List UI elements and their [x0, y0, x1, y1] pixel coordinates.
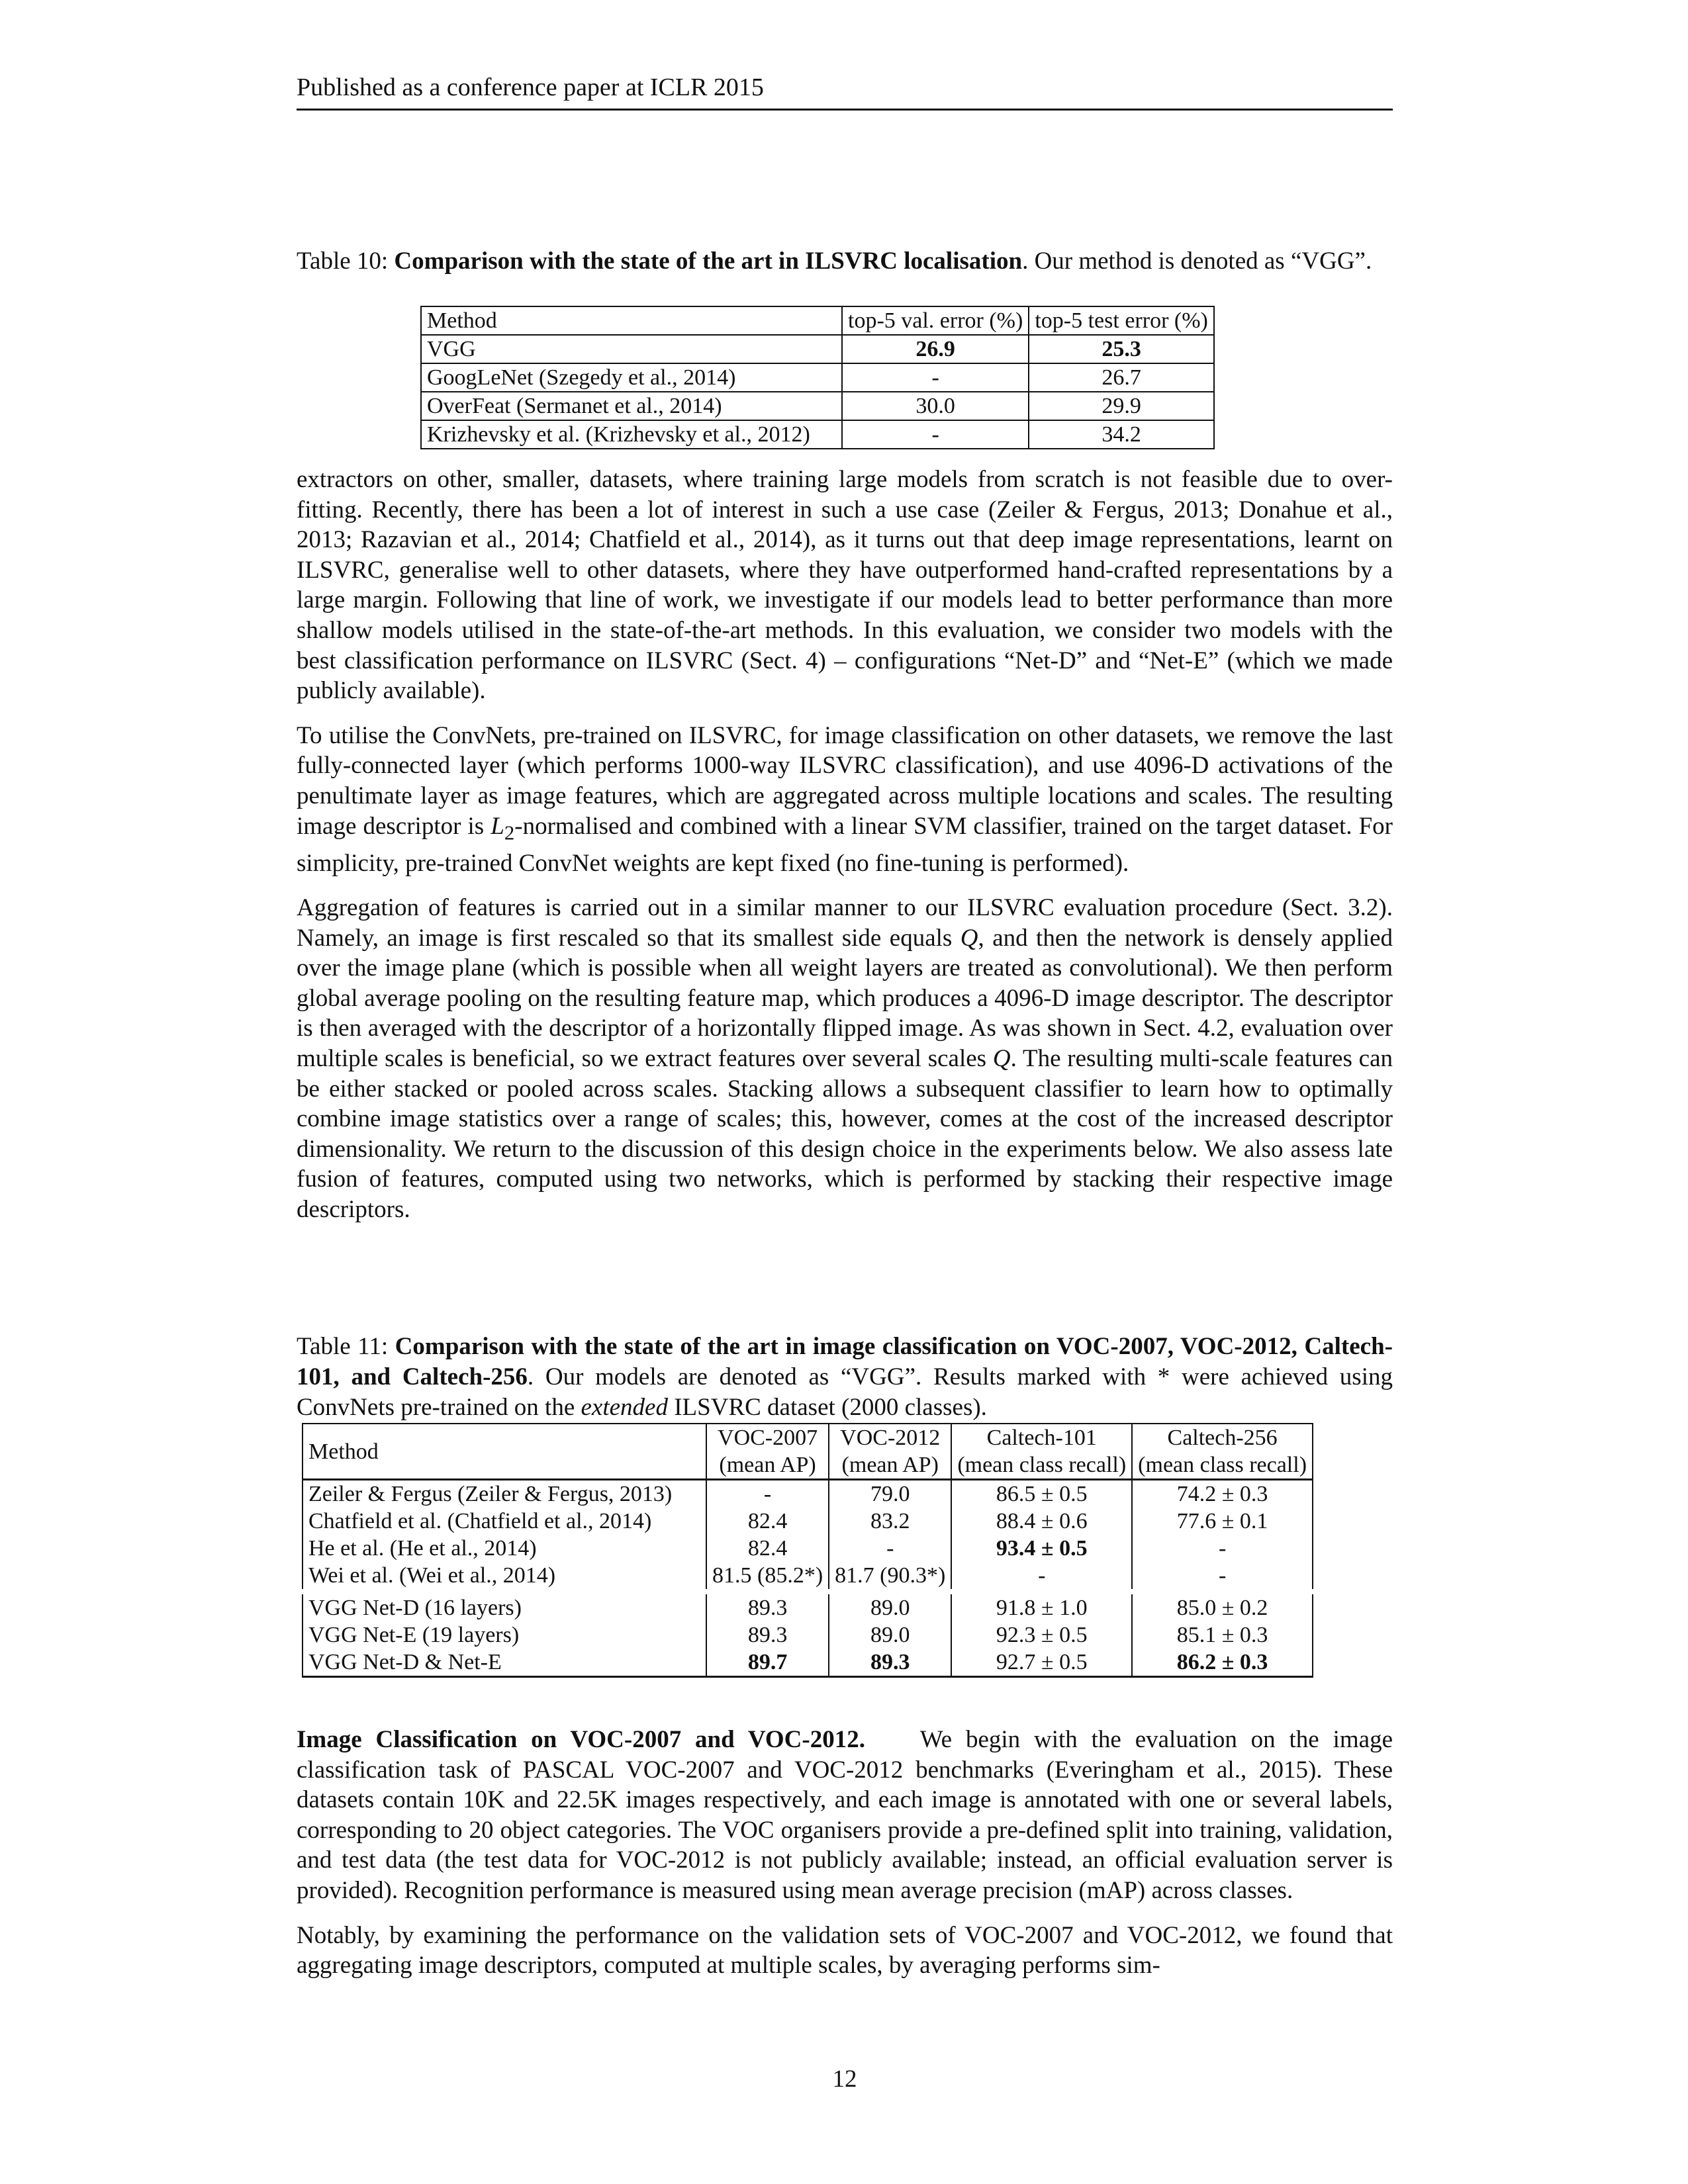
table11-cell: 89.0 — [829, 1621, 951, 1649]
table11-cell: Zeiler & Fergus (Zeiler & Fergus, 2013) — [303, 1480, 706, 1508]
table11-cell: - — [1132, 1535, 1313, 1562]
table11-cell: 93.4 ± 0.5 — [951, 1535, 1132, 1562]
table10-cell: 25.3 — [1029, 335, 1214, 363]
table11-cell: 88.4 ± 0.6 — [951, 1508, 1132, 1535]
table10-caption-rest: . Our method is denoted as “VGG”. — [1022, 248, 1372, 275]
table11-cell: Chatfield et al. (Chatfield et al., 2014) — [303, 1508, 706, 1535]
page-number: 12 — [832, 2066, 857, 2093]
table11-cell: VGG Net-D & Net-E — [303, 1649, 706, 1677]
table11-cell: 85.0 ± 0.2 — [1132, 1592, 1313, 1621]
table11-cell: 92.3 ± 0.5 — [951, 1621, 1132, 1649]
paragraph: extractors on other, smaller, datasets, where training large models from scratch is not feasible due to over-fitting. Recently, there has been a lot of interest in such a use case (Zeiler & Fergus, 2013; Donahue et al., 2013; Razavian et al., 2014; Chatfield et al., 2014), as it turns out that deep image representations, learnt on ILSVRC, generalise well to other datasets, where they have outperformed hand-crafted representations by a large margin. Following that line of work, we investigate if our models lead to better performance than more shallow models utilised in the state-of-the-art methods. In this evaluation, we consider two models with the best classification performance on ILSVRC (Sect. 4) – configurations “Net-D” and “Net-E” (which we made publicly available). — [297, 466, 1393, 705]
table11-col-caltech101: Caltech-101 — [951, 1424, 1132, 1451]
table11-col-voc2007: VOC-2007 — [706, 1424, 829, 1451]
table11-cell: 82.4 — [706, 1508, 829, 1535]
table11-cell: 89.7 — [706, 1649, 829, 1677]
table11-cell: - — [706, 1480, 829, 1508]
table-row — [421, 335, 1214, 363]
table10-cell: 34.2 — [1029, 420, 1214, 449]
paragraph — [297, 893, 1393, 1225]
table11-cell: - — [829, 1535, 951, 1562]
table11-caption-italic: extended — [581, 1394, 668, 1421]
math-symbol: Q — [960, 924, 978, 952]
table11-col-sub: (mean AP) — [829, 1451, 951, 1480]
table11-cell: 77.6 ± 0.1 — [1132, 1508, 1313, 1535]
table-row — [421, 392, 1214, 420]
table11-col-caltech256: Caltech-256 — [1132, 1424, 1313, 1451]
table11-cell: 89.3 — [706, 1592, 829, 1621]
table11-cell: 89.0 — [829, 1592, 951, 1621]
table11-label: Table 11: — [297, 1333, 389, 1360]
table11-cell: VGG Net-E (19 layers) — [303, 1621, 706, 1649]
table10-col-method: Method — [421, 306, 842, 335]
table-row — [303, 1649, 1313, 1677]
body-text — [297, 465, 1393, 1225]
table11-col-sub: (mean class recall) — [951, 1451, 1132, 1480]
table-row — [303, 1480, 1313, 1508]
table11-cell: 85.1 ± 0.3 — [1132, 1621, 1313, 1649]
table11-col-method: Method — [303, 1424, 706, 1480]
table10-cell: - — [842, 420, 1029, 449]
table-row — [303, 1562, 1313, 1592]
table-row — [303, 1535, 1313, 1562]
table11-col-sub: (mean AP) — [706, 1451, 829, 1480]
table-row — [421, 420, 1214, 449]
table11-cell: 92.7 ± 0.5 — [951, 1649, 1132, 1677]
table11-cell: 86.2 ± 0.3 — [1132, 1649, 1313, 1677]
table11-cell: 86.5 ± 0.5 — [951, 1480, 1132, 1508]
table11-cell: He et al. (He et al., 2014) — [303, 1535, 706, 1562]
paragraph-text: . The resulting multi-scale features can be either stacked or pooled across scales. Stacking allows a subsequent classifier to learn how to optimally combine image statistics over a range of scales; this, however, comes at the cost of the increased descriptor dimensionality. We return to the discussion of this design choice in the experiments below. We also assess late fusion of features, computed using two networks, which is performed by stacking their respective image descriptors. — [297, 1045, 1393, 1224]
paragraph-text: , and then the network is densely applied over the image plane (which is possible when all weight layers are treated as convolutional). We then perform global average pooling on the resulting feature map, which produces a 4096-D image descriptor. The descriptor is then averaged with the descriptor of a horizontally flipped image. As was shown in Sect. 4.2, evaluation over multiple scales is beneficial, so we extract features over several scales — [297, 924, 1393, 1073]
math-subscript: 2 — [504, 821, 515, 844]
table10-label: Table 10: — [297, 248, 389, 275]
table10-cell: Krizhevsky et al. (Krizhevsky et al., 2012) — [421, 420, 842, 449]
table11-col-voc2012: VOC-2012 — [829, 1424, 951, 1451]
paragraph-text: We begin with the evaluation on the image classification task of PASCAL VOC-2007 and VOC-2012 benchmarks (Everingham et al., 2015). These datasets contain 10K and 22.5K images respectively, and each image is annotated with one or several labels, corresponding to 20 object categories. The VOC organisers provide a pre-defined split into training, validation, and test data (the test data for VOC-2012 is not publicly available; instead, an official evaluation server is provided). Recognition performance is measured using mean average precision (mAP) across classes. — [297, 1726, 1393, 1904]
table11-cell: 81.5 (85.2*) — [706, 1562, 829, 1592]
table10 — [420, 306, 1215, 449]
table10-cell: VGG — [421, 335, 842, 363]
paragraph-text: To utilise the ConvNets, pre-trained on ILSVRC, for image classification on other datasets, we remove the last fully-connected layer (which performs 1000-way ILSVRC classification), and use 4096-D activations of the penultimate layer as image features, which are aggregated across multiple locations and scales. The resulting image descriptor is — [297, 721, 1393, 840]
table10-cell: 26.7 — [1029, 363, 1214, 392]
table11-cell: 81.7 (90.3*) — [829, 1562, 951, 1592]
body-text-lower — [297, 1725, 1393, 1981]
table11-caption — [297, 1332, 1393, 1423]
table10-col-val-error: top-5 val. error (%) — [842, 306, 1029, 335]
table11-cell: - — [951, 1562, 1132, 1592]
table-row — [303, 1592, 1313, 1621]
table10-title: Comparison with the state of the art in ILSVRC localisation — [394, 248, 1023, 275]
paragraph-heading: Image Classification on VOC-2007 and VOC-2012. — [297, 1726, 865, 1753]
table11-caption-end: ILSVRC dataset (2000 classes). — [667, 1394, 987, 1421]
table11-cell: 79.0 — [829, 1480, 951, 1508]
table10-cell: GoogLeNet (Szegedy et al., 2014) — [421, 363, 842, 392]
table10-caption — [297, 246, 1393, 277]
table11-cell: 82.4 — [706, 1535, 829, 1562]
table10-cell: 29.9 — [1029, 392, 1214, 420]
table10-header-row — [421, 306, 1214, 335]
table11-title: Comparison with the state of the art in image classification on VOC-2007, VOC-2012, Caltech-101, and Caltech-256 — [297, 1333, 1393, 1390]
table11-cell: 91.8 ± 1.0 — [951, 1592, 1132, 1621]
table11-cell: - — [1132, 1562, 1313, 1592]
table10-cell: OverFeat (Sermanet et al., 2014) — [421, 392, 842, 420]
table11-cell: 89.3 — [829, 1649, 951, 1677]
table11-cell: VGG Net-D (16 layers) — [303, 1592, 706, 1621]
table10-col-test-error: top-5 test error (%) — [1029, 306, 1214, 335]
table10-cell: 30.0 — [842, 392, 1029, 420]
table11-cell: 74.2 ± 0.3 — [1132, 1480, 1313, 1508]
paragraph — [297, 1725, 1393, 1906]
table11-col-sub: (mean class recall) — [1132, 1451, 1313, 1480]
table-row — [303, 1621, 1313, 1649]
paragraph: Notably, by examining the performance on the validation sets of VOC-2007 and VOC-2012, we found that aggregating image descriptors, computed at multiple scales, by averaging performs sim- — [297, 1921, 1393, 1979]
table11-caption-mid: . Our models are denoted as “VGG”. Results marked with * were achieved using ConvNets pre-trained on the — [297, 1363, 1393, 1421]
table11-cell: Wei et al. (Wei et al., 2014) — [303, 1562, 706, 1592]
math-symbol: L — [491, 812, 504, 840]
table10-cell: - — [842, 363, 1029, 392]
paragraph-text: Aggregation of features is carried out in a similar manner to our ILSVRC evaluation procedure (Sect. 3.2). Namely, an image is first rescaled so that its smallest side equals — [297, 894, 1393, 952]
table-row — [303, 1508, 1313, 1535]
table11-cell: 89.3 — [706, 1621, 829, 1649]
table11-header-row — [303, 1424, 1313, 1451]
table-row — [421, 363, 1214, 392]
paragraph-text: -normalised and combined with a linear SVM classifier, trained on the target dataset. For simplicity, pre-trained ConvNet weights are kept fixed (no fine-tuning is performed). — [297, 812, 1393, 877]
math-symbol: Q — [992, 1045, 1011, 1073]
table11-cell: 83.2 — [829, 1508, 951, 1535]
table11 — [302, 1423, 1313, 1678]
paragraph — [297, 721, 1393, 878]
table10-cell: 26.9 — [842, 335, 1029, 363]
running-head: Published as a conference paper at ICLR 2015 — [297, 71, 1393, 111]
